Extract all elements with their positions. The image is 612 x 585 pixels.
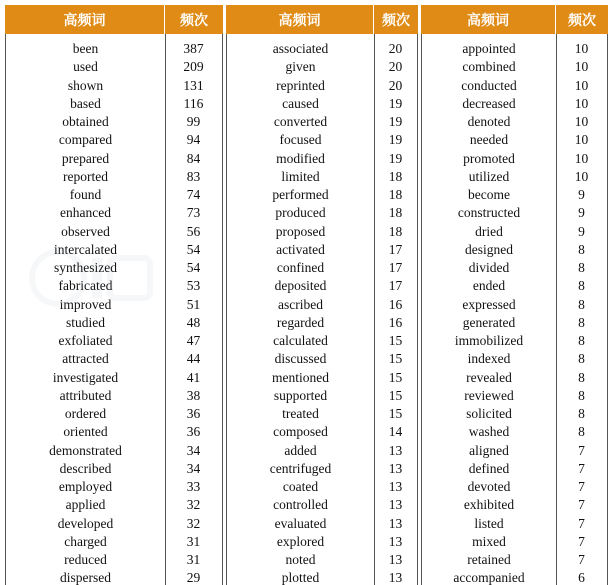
table-panel-3: [421, 5, 608, 585]
count-cell: 14: [388, 424, 403, 440]
table-row: [6, 496, 222, 514]
table-row: [227, 77, 417, 95]
word-cell: aligned: [469, 442, 509, 458]
word-cell: used: [73, 59, 98, 75]
count-cell: 7: [578, 515, 585, 531]
count-cell: 48: [186, 314, 201, 330]
table-row: [6, 423, 222, 441]
table-row: [422, 533, 607, 551]
table-row: [422, 58, 607, 76]
count-cell: 17: [388, 241, 403, 257]
header-count: 频次: [568, 12, 596, 29]
table-row: [6, 332, 222, 350]
word-cell: mentioned: [272, 369, 329, 385]
word-cell: exfoliated: [58, 333, 113, 349]
word-cell: modified: [276, 150, 325, 166]
table-row: [422, 168, 607, 186]
count-cell: 32: [186, 497, 201, 513]
table-row: [6, 296, 222, 314]
table-row: [422, 131, 607, 149]
count-cell: 10: [574, 132, 589, 148]
word-cell: denoted: [467, 114, 511, 130]
table-row: [6, 350, 222, 368]
table-body: [5, 34, 223, 585]
word-cell: plotted: [281, 570, 320, 585]
count-cell: 8: [578, 424, 585, 440]
count-cell: 7: [578, 533, 585, 549]
word-cell: retained: [467, 552, 511, 568]
table-row: [422, 150, 607, 168]
count-cell: 8: [578, 333, 585, 349]
table-row: [422, 296, 607, 314]
word-cell: needed: [469, 132, 509, 148]
count-cell: 83: [186, 168, 201, 184]
word-cell: produced: [275, 205, 326, 221]
count-cell: 116: [183, 95, 204, 111]
count-cell: 41: [186, 369, 201, 385]
count-cell: 99: [186, 114, 201, 130]
word-cell: employed: [58, 479, 113, 495]
word-cell: washed: [468, 424, 510, 440]
word-cell: attributed: [59, 387, 112, 403]
count-cell: 13: [388, 533, 403, 549]
word-cell: evaluated: [274, 515, 327, 531]
table-row: [6, 569, 222, 585]
word-cell: solicited: [466, 406, 512, 422]
table-row: [422, 186, 607, 204]
word-cell: expressed: [462, 296, 516, 312]
count-cell: 7: [578, 479, 585, 495]
word-cell: regarded: [276, 314, 325, 330]
count-cell: 84: [186, 150, 201, 166]
table-row: [227, 405, 417, 423]
word-cell: investigated: [52, 369, 119, 385]
count-cell: 20: [388, 41, 403, 57]
count-cell: 8: [578, 260, 585, 276]
word-cell: constructed: [457, 205, 521, 221]
table-row: [227, 296, 417, 314]
word-cell: fabricated: [58, 278, 113, 294]
word-cell: promoted: [463, 150, 515, 166]
table-row: [6, 515, 222, 533]
count-cell: 9: [578, 205, 585, 221]
word-cell: conducted: [461, 77, 517, 93]
count-cell: 13: [388, 515, 403, 531]
count-cell: 8: [578, 351, 585, 367]
word-cell: centrifuged: [269, 460, 332, 476]
table-row: [6, 551, 222, 569]
word-cell: appointed: [462, 41, 516, 57]
word-cell: found: [69, 187, 102, 203]
count-cell: 10: [574, 77, 589, 93]
word-cell: decreased: [462, 95, 516, 111]
column-divider: [556, 34, 557, 585]
word-cell: described: [59, 460, 112, 476]
count-cell: 36: [186, 406, 201, 422]
word-cell: divided: [468, 260, 510, 276]
header-count: 频次: [180, 12, 208, 29]
count-cell: 15: [388, 351, 403, 367]
word-cell: accompanied: [453, 570, 525, 585]
word-cell: composed: [273, 424, 328, 440]
count-cell: 13: [388, 497, 403, 513]
count-cell: 17: [388, 260, 403, 276]
table-row: [422, 77, 607, 95]
count-cell: 387: [183, 41, 204, 57]
word-cell: explored: [276, 533, 325, 549]
word-cell: devoted: [467, 479, 511, 495]
table-row: [422, 113, 607, 131]
table-row: [6, 223, 222, 241]
word-cell: performed: [272, 187, 329, 203]
word-cell: utilized: [468, 168, 510, 184]
table-row: [227, 58, 417, 76]
table-row: [422, 314, 607, 332]
count-cell: 9: [578, 187, 585, 203]
table-row: [227, 369, 417, 387]
count-cell: 18: [388, 223, 403, 239]
table-row: [6, 95, 222, 113]
table-row: [227, 551, 417, 569]
table-row: [227, 131, 417, 149]
word-cell: supported: [273, 387, 328, 403]
count-cell: 8: [578, 406, 585, 422]
count-cell: 19: [388, 95, 403, 111]
table-row: [422, 478, 607, 496]
count-cell: 20: [388, 77, 403, 93]
word-cell: demonstrated: [49, 442, 122, 458]
count-cell: 15: [388, 369, 403, 385]
table-row: [227, 423, 417, 441]
table-row: [422, 442, 607, 460]
word-cell: proposed: [275, 223, 326, 239]
frequency-table: [5, 5, 608, 585]
table-row: [6, 442, 222, 460]
word-cell: controlled: [273, 497, 328, 513]
word-cell: noted: [285, 552, 316, 568]
table-row: [422, 241, 607, 259]
word-cell: deposited: [274, 278, 327, 294]
table-row: [6, 277, 222, 295]
count-cell: 9: [578, 223, 585, 239]
word-cell: generated: [462, 314, 516, 330]
word-cell: combined: [462, 59, 516, 75]
count-cell: 209: [183, 59, 204, 75]
count-cell: 17: [388, 278, 403, 294]
table-row: [422, 496, 607, 514]
count-cell: 7: [578, 460, 585, 476]
count-cell: 18: [388, 205, 403, 221]
word-cell: limited: [281, 168, 320, 184]
count-cell: 16: [388, 296, 403, 312]
table-row: [6, 131, 222, 149]
header-word: 高频词: [226, 5, 374, 34]
table-row: [6, 314, 222, 332]
word-cell: revealed: [466, 369, 512, 385]
header-count: 频次: [382, 12, 410, 29]
table-row: [227, 496, 417, 514]
word-cell: shown: [67, 77, 104, 93]
word-cell: defined: [468, 460, 510, 476]
word-cell: ordered: [64, 406, 107, 422]
table-row: [227, 442, 417, 460]
table-row: [227, 277, 417, 295]
table-row: [227, 478, 417, 496]
count-cell: 18: [388, 168, 403, 184]
count-cell: 51: [186, 296, 201, 312]
word-cell: intercalated: [54, 241, 117, 257]
count-cell: 8: [578, 387, 585, 403]
word-cell: oriented: [63, 424, 108, 440]
count-cell: 131: [183, 77, 204, 93]
count-cell: 8: [578, 296, 585, 312]
table-row: [422, 332, 607, 350]
count-cell: 10: [574, 41, 589, 57]
count-cell: 19: [388, 114, 403, 130]
table-row: [422, 259, 607, 277]
header-word: 高频词: [421, 5, 556, 34]
count-cell: 54: [186, 241, 201, 257]
count-cell: 38: [186, 387, 201, 403]
table-row: [6, 186, 222, 204]
table-row: [227, 241, 417, 259]
table-row: [227, 533, 417, 551]
count-cell: 74: [186, 187, 201, 203]
table-row: [422, 277, 607, 295]
count-cell: 13: [388, 442, 403, 458]
table-row: [227, 259, 417, 277]
word-cell: compared: [58, 132, 113, 148]
count-cell: 8: [578, 241, 585, 257]
count-cell: 34: [186, 442, 201, 458]
count-cell: 15: [388, 406, 403, 422]
table-panel-2: [226, 5, 418, 585]
count-cell: 73: [186, 205, 201, 221]
table-row: [227, 314, 417, 332]
table-row: [6, 77, 222, 95]
word-cell: applied: [65, 497, 106, 513]
count-cell: 34: [186, 460, 201, 476]
table-row: [422, 569, 607, 585]
word-cell: ended: [472, 278, 506, 294]
word-cell: reported: [63, 168, 108, 184]
word-cell: attracted: [62, 351, 109, 367]
word-cell: calculated: [273, 333, 328, 349]
word-cell: caused: [282, 95, 319, 111]
count-cell: 13: [388, 479, 403, 495]
column-divider: [374, 34, 375, 585]
table-row: [227, 332, 417, 350]
count-cell: 19: [388, 132, 403, 148]
table-row: [422, 551, 607, 569]
word-cell: discussed: [274, 351, 327, 367]
word-cell: enhanced: [60, 205, 111, 221]
table-row: [422, 405, 607, 423]
word-cell: developed: [57, 515, 114, 531]
count-cell: 15: [388, 333, 403, 349]
count-cell: 44: [186, 351, 201, 367]
table-row: [227, 95, 417, 113]
count-cell: 29: [186, 570, 201, 585]
table-body: [421, 34, 608, 585]
count-cell: 94: [186, 132, 201, 148]
count-cell: 15: [388, 387, 403, 403]
count-cell: 7: [578, 552, 585, 568]
count-cell: 10: [574, 95, 589, 111]
word-cell: associated: [272, 41, 329, 57]
count-cell: 33: [186, 479, 201, 495]
table-row: [227, 387, 417, 405]
table-row: [6, 387, 222, 405]
word-cell: reprinted: [276, 77, 325, 93]
word-cell: given: [285, 59, 316, 75]
table-row: [227, 569, 417, 585]
count-cell: 18: [388, 187, 403, 203]
word-cell: observed: [61, 223, 110, 239]
count-cell: 20: [388, 59, 403, 75]
count-cell: 8: [578, 314, 585, 330]
count-cell: 10: [574, 150, 589, 166]
count-cell: 13: [388, 552, 403, 568]
word-cell: obtained: [62, 114, 109, 130]
table-row: [6, 241, 222, 259]
table-body: [226, 34, 418, 585]
table-row: [227, 515, 417, 533]
count-cell: 8: [578, 369, 585, 385]
table-row: [422, 423, 607, 441]
word-cell: synthesized: [54, 260, 117, 276]
count-cell: 13: [388, 460, 403, 476]
word-cell: dispersed: [60, 570, 111, 585]
count-cell: 7: [578, 442, 585, 458]
table-row: [227, 150, 417, 168]
table-row: [6, 405, 222, 423]
word-cell: charged: [64, 533, 107, 549]
count-cell: 10: [574, 168, 589, 184]
table-header: [421, 5, 608, 34]
word-cell: become: [468, 187, 510, 203]
count-cell: 6: [578, 570, 585, 585]
count-cell: 10: [574, 59, 589, 75]
count-cell: 54: [186, 260, 201, 276]
word-cell: ascribed: [278, 296, 323, 312]
table-row: [422, 515, 607, 533]
word-cell: exhibited: [463, 497, 515, 513]
word-cell: studied: [66, 314, 105, 330]
word-cell: dried: [475, 223, 503, 239]
word-cell: listed: [474, 515, 504, 531]
word-cell: reduced: [64, 552, 107, 568]
table-row: [227, 204, 417, 222]
word-cell: added: [284, 442, 317, 458]
table-row: [227, 460, 417, 478]
table-row: [422, 460, 607, 478]
table-row: [6, 168, 222, 186]
table-row: [6, 58, 222, 76]
word-cell: treated: [282, 406, 319, 422]
table-row: [6, 533, 222, 551]
table-header: [226, 5, 418, 34]
table-row: [422, 369, 607, 387]
table-row: [6, 460, 222, 478]
count-cell: 32: [186, 515, 201, 531]
word-cell: been: [72, 41, 99, 57]
word-cell: focused: [279, 132, 322, 148]
word-cell: converted: [273, 114, 328, 130]
count-cell: 8: [578, 278, 585, 294]
table-row: [227, 113, 417, 131]
table-row: [227, 40, 417, 58]
word-cell: prepared: [61, 150, 110, 166]
count-cell: 53: [186, 278, 201, 294]
table-row: [6, 150, 222, 168]
count-cell: 31: [186, 533, 201, 549]
table-row: [227, 168, 417, 186]
table-row: [227, 223, 417, 241]
count-cell: 56: [186, 223, 201, 239]
table-row: [422, 95, 607, 113]
word-cell: indexed: [467, 351, 511, 367]
count-cell: 47: [186, 333, 201, 349]
word-cell: immobilized: [454, 333, 524, 349]
header-word: 高频词: [5, 5, 165, 34]
word-cell: mixed: [472, 533, 506, 549]
word-cell: confined: [276, 260, 325, 276]
count-cell: 16: [388, 314, 403, 330]
count-cell: 13: [388, 570, 403, 585]
table-row: [422, 387, 607, 405]
table-row: [6, 40, 222, 58]
table-row: [6, 369, 222, 387]
table-row: [6, 204, 222, 222]
table-row: [227, 186, 417, 204]
table-row: [6, 259, 222, 277]
word-cell: designed: [465, 241, 513, 257]
table-row: [422, 40, 607, 58]
word-cell: coated: [282, 479, 319, 495]
table-row: [227, 350, 417, 368]
word-cell: reviewed: [464, 387, 514, 403]
table-row: [422, 223, 607, 241]
table-row: [6, 478, 222, 496]
table-header: [5, 5, 223, 34]
count-cell: 7: [578, 497, 585, 513]
word-cell: based: [70, 95, 101, 111]
table-row: [422, 204, 607, 222]
column-divider: [165, 34, 166, 585]
count-cell: 10: [574, 114, 589, 130]
table-panel-1: [5, 5, 223, 585]
word-cell: improved: [59, 296, 112, 312]
count-cell: 31: [186, 552, 201, 568]
word-cell: activated: [276, 241, 325, 257]
count-cell: 36: [186, 424, 201, 440]
table-row: [6, 113, 222, 131]
count-cell: 19: [388, 150, 403, 166]
table-row: [422, 350, 607, 368]
